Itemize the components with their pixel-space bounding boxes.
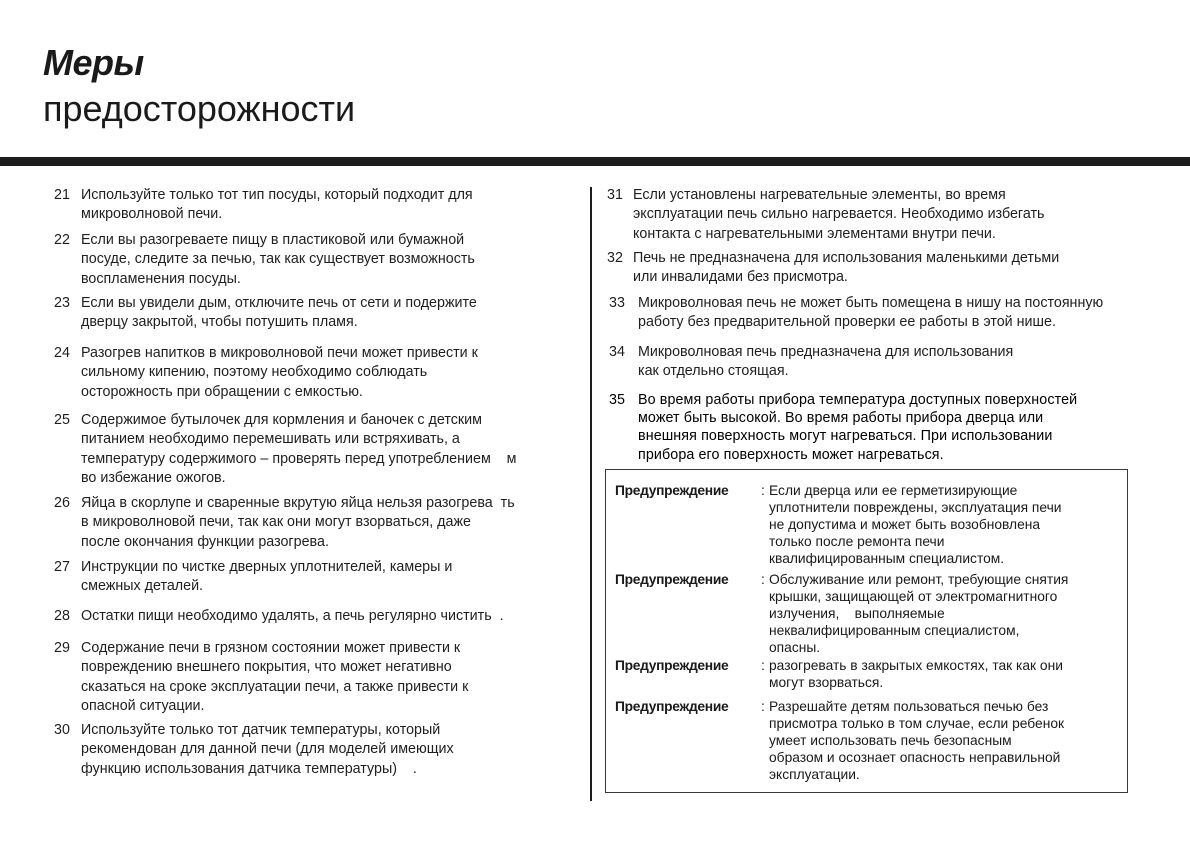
item-text-line: эксплуатации печь сильно нагревается. Необходимо избегать	[633, 206, 1045, 223]
warning-label: Предупреждение	[615, 658, 729, 673]
warning-text-line: неквалифицированным специалистом,	[769, 623, 1020, 638]
warning-text-line: излучения, выполняемые	[769, 606, 945, 621]
item-number: 32	[607, 250, 623, 266]
item-number: 27	[54, 559, 70, 575]
item-text-line: или инвалидами без присмотра.	[633, 269, 848, 286]
header-bar	[0, 157, 1190, 166]
item-text-line: сильному кипению, поэтому необходимо соблюдать	[81, 364, 428, 381]
list-item-29	[54, 639, 468, 716]
warning-colon: :	[761, 658, 765, 673]
warning-label: Предупреждение	[615, 572, 729, 587]
warning-text-line: уплотнители повреждены, эксплуатация печи	[769, 500, 1062, 515]
item-number: 34	[609, 344, 625, 360]
item-text-line: сказаться на сроке эксплуатации печи, а также привести к	[81, 678, 469, 695]
list-item-35	[609, 391, 1077, 464]
item-text-line: функцию использования датчика температуры) .	[81, 760, 417, 777]
page-title-line1: Меры	[43, 42, 144, 83]
item-text-line: во избежание ожогов.	[81, 469, 226, 486]
item-text-line: Если установлены нагревательные элементы, во время	[633, 187, 1006, 203]
list-item-26	[54, 494, 515, 552]
warning-text-line: Обслуживание или ремонт, требующие снятия	[769, 572, 1069, 587]
warning-text-line: присмотра только в том случае, если ребенок	[769, 716, 1065, 731]
item-text-line: Микроволновая печь предназначена для использования	[638, 344, 1014, 360]
list-item-23	[54, 294, 477, 333]
item-text-line: Содержание печи в грязном состоянии может привести к	[81, 640, 461, 656]
item-number: 25	[54, 412, 70, 428]
item-number: 21	[54, 187, 70, 203]
list-item-32	[607, 249, 1059, 288]
item-number: 35	[609, 392, 625, 408]
item-text-line: Если вы разогреваете пищу в пластиковой или бумажной	[81, 232, 465, 248]
warning-box	[605, 469, 1128, 793]
item-text-line: микроволновой печи.	[81, 206, 223, 223]
list-item-30	[54, 721, 454, 779]
warning-text-line: умеет использовать печь безопасным	[769, 733, 1012, 748]
warning-text-line: образом и осознает опасность неправильной	[769, 750, 1061, 765]
item-text-line: Микроволновая печь не может быть помещена в нишу на постоянную	[638, 295, 1104, 311]
page-title-line2: предосторожности	[43, 88, 356, 129]
warning-label: Предупреждение	[615, 483, 729, 498]
warning-text-line: крышки, защищающей от электромагнитного	[769, 589, 1058, 604]
warning-text-line: квалифицированным специалистом.	[769, 551, 1005, 566]
item-number: 29	[54, 640, 70, 656]
warning-text-line: опасны.	[769, 640, 821, 655]
warning-text-line: Разрешайте детям пользоваться печью без	[769, 699, 1049, 714]
item-text-line: Разогрев напитков в микроволновой печи может привести к	[81, 345, 478, 361]
item-text-line: прибора его поверхность может нагреваться.	[638, 446, 944, 463]
item-text-line: Яйца в скорлупе и сваренные вкрутую яйца нельзя разогрева ть	[81, 495, 515, 511]
warning-text-line: только после ремонта печи	[769, 534, 945, 549]
item-text-line: Используйте только тот тип посуды, который подходит для	[81, 187, 473, 203]
item-text-line: смежных деталей.	[81, 578, 204, 595]
item-number: 26	[54, 495, 70, 511]
item-text-line: осторожность при обращении с емкостью.	[81, 383, 363, 400]
item-text-line: работу без предварительной проверки ее работы в этой нише.	[638, 314, 1056, 331]
item-text-line: может быть высокой. Во время работы прибора дверца или	[638, 410, 1044, 427]
item-text-line: температуру содержимого – проверять перед употреблением м	[81, 450, 517, 467]
item-text-line: в микроволновой печи, так как они могут взорваться, даже	[81, 514, 471, 531]
item-text-line: воспламенения посуды.	[81, 270, 241, 287]
warning-text-line: Если дверца или ее герметизирующие	[769, 483, 1018, 498]
warning-text-line: эксплуатации.	[769, 767, 860, 782]
item-number: 31	[607, 187, 623, 203]
list-item-33	[609, 294, 1103, 333]
item-number: 33	[609, 295, 625, 311]
item-text-line: внешняя поверхность могут нагреваться. При использовании	[638, 428, 1053, 445]
item-text-line: питанием необходимо перемешивать или встряхивать, а	[81, 431, 460, 448]
list-item-28	[54, 607, 504, 626]
list-item-24	[54, 344, 478, 402]
item-text-line: Во время работы прибора температура доступных поверхностей	[638, 392, 1078, 408]
list-item-27	[54, 558, 452, 597]
item-number: 28	[54, 608, 70, 624]
list-item-34	[609, 343, 1013, 382]
list-item-25	[54, 411, 517, 488]
item-text-line: Используйте только тот датчик температуры, который	[81, 722, 441, 738]
item-text-line: посуде, следите за печью, так как существует возможность	[81, 251, 475, 268]
list-item-31	[607, 186, 1044, 244]
item-text-line: Инструкции по чистке дверных уплотнителей, камеры и	[81, 559, 453, 575]
item-text-line: дверцу закрытой, чтобы потушить пламя.	[81, 314, 358, 331]
warning-text-line: разогревать в закрытых емкостях, так как они	[769, 658, 1063, 673]
item-text-line: после окончания функции разогрева.	[81, 533, 329, 550]
warning-colon: :	[761, 483, 765, 498]
warning-label: Предупреждение	[615, 699, 729, 714]
item-text-line: рекомендован для данной печи (для моделей имеющих	[81, 741, 454, 758]
item-text-line: повреждению внешнего покрытия, что может негативно	[81, 659, 452, 676]
item-text-line: Печь не предназначена для использования маленькими детьми	[633, 250, 1060, 266]
list-item-22	[54, 231, 475, 289]
item-text-line: Остатки пищи необходимо удалять, а печь регулярно чистить .	[81, 608, 504, 624]
list-item-21	[54, 186, 473, 225]
item-text-line: контакта с нагревательными элементами внутри печи.	[633, 225, 996, 242]
warning-colon: :	[761, 699, 765, 714]
item-number: 24	[54, 345, 70, 361]
item-number: 22	[54, 232, 70, 248]
item-text-line: Содержимое бутылочек для кормления и баночек с детским	[81, 412, 482, 428]
warning-text-line: могут взорваться.	[769, 675, 884, 690]
item-text-line: как отдельно стоящая.	[638, 363, 789, 380]
item-number: 30	[54, 722, 70, 738]
warning-text-line: не допустима и может быть возобновлена	[769, 517, 1041, 532]
item-text-line: опасной ситуации.	[81, 697, 205, 714]
item-text-line: Если вы увидели дым, отключите печь от сети и подержите	[81, 295, 477, 311]
warning-colon: :	[761, 572, 765, 587]
column-divider	[590, 187, 592, 801]
item-number: 23	[54, 295, 70, 311]
